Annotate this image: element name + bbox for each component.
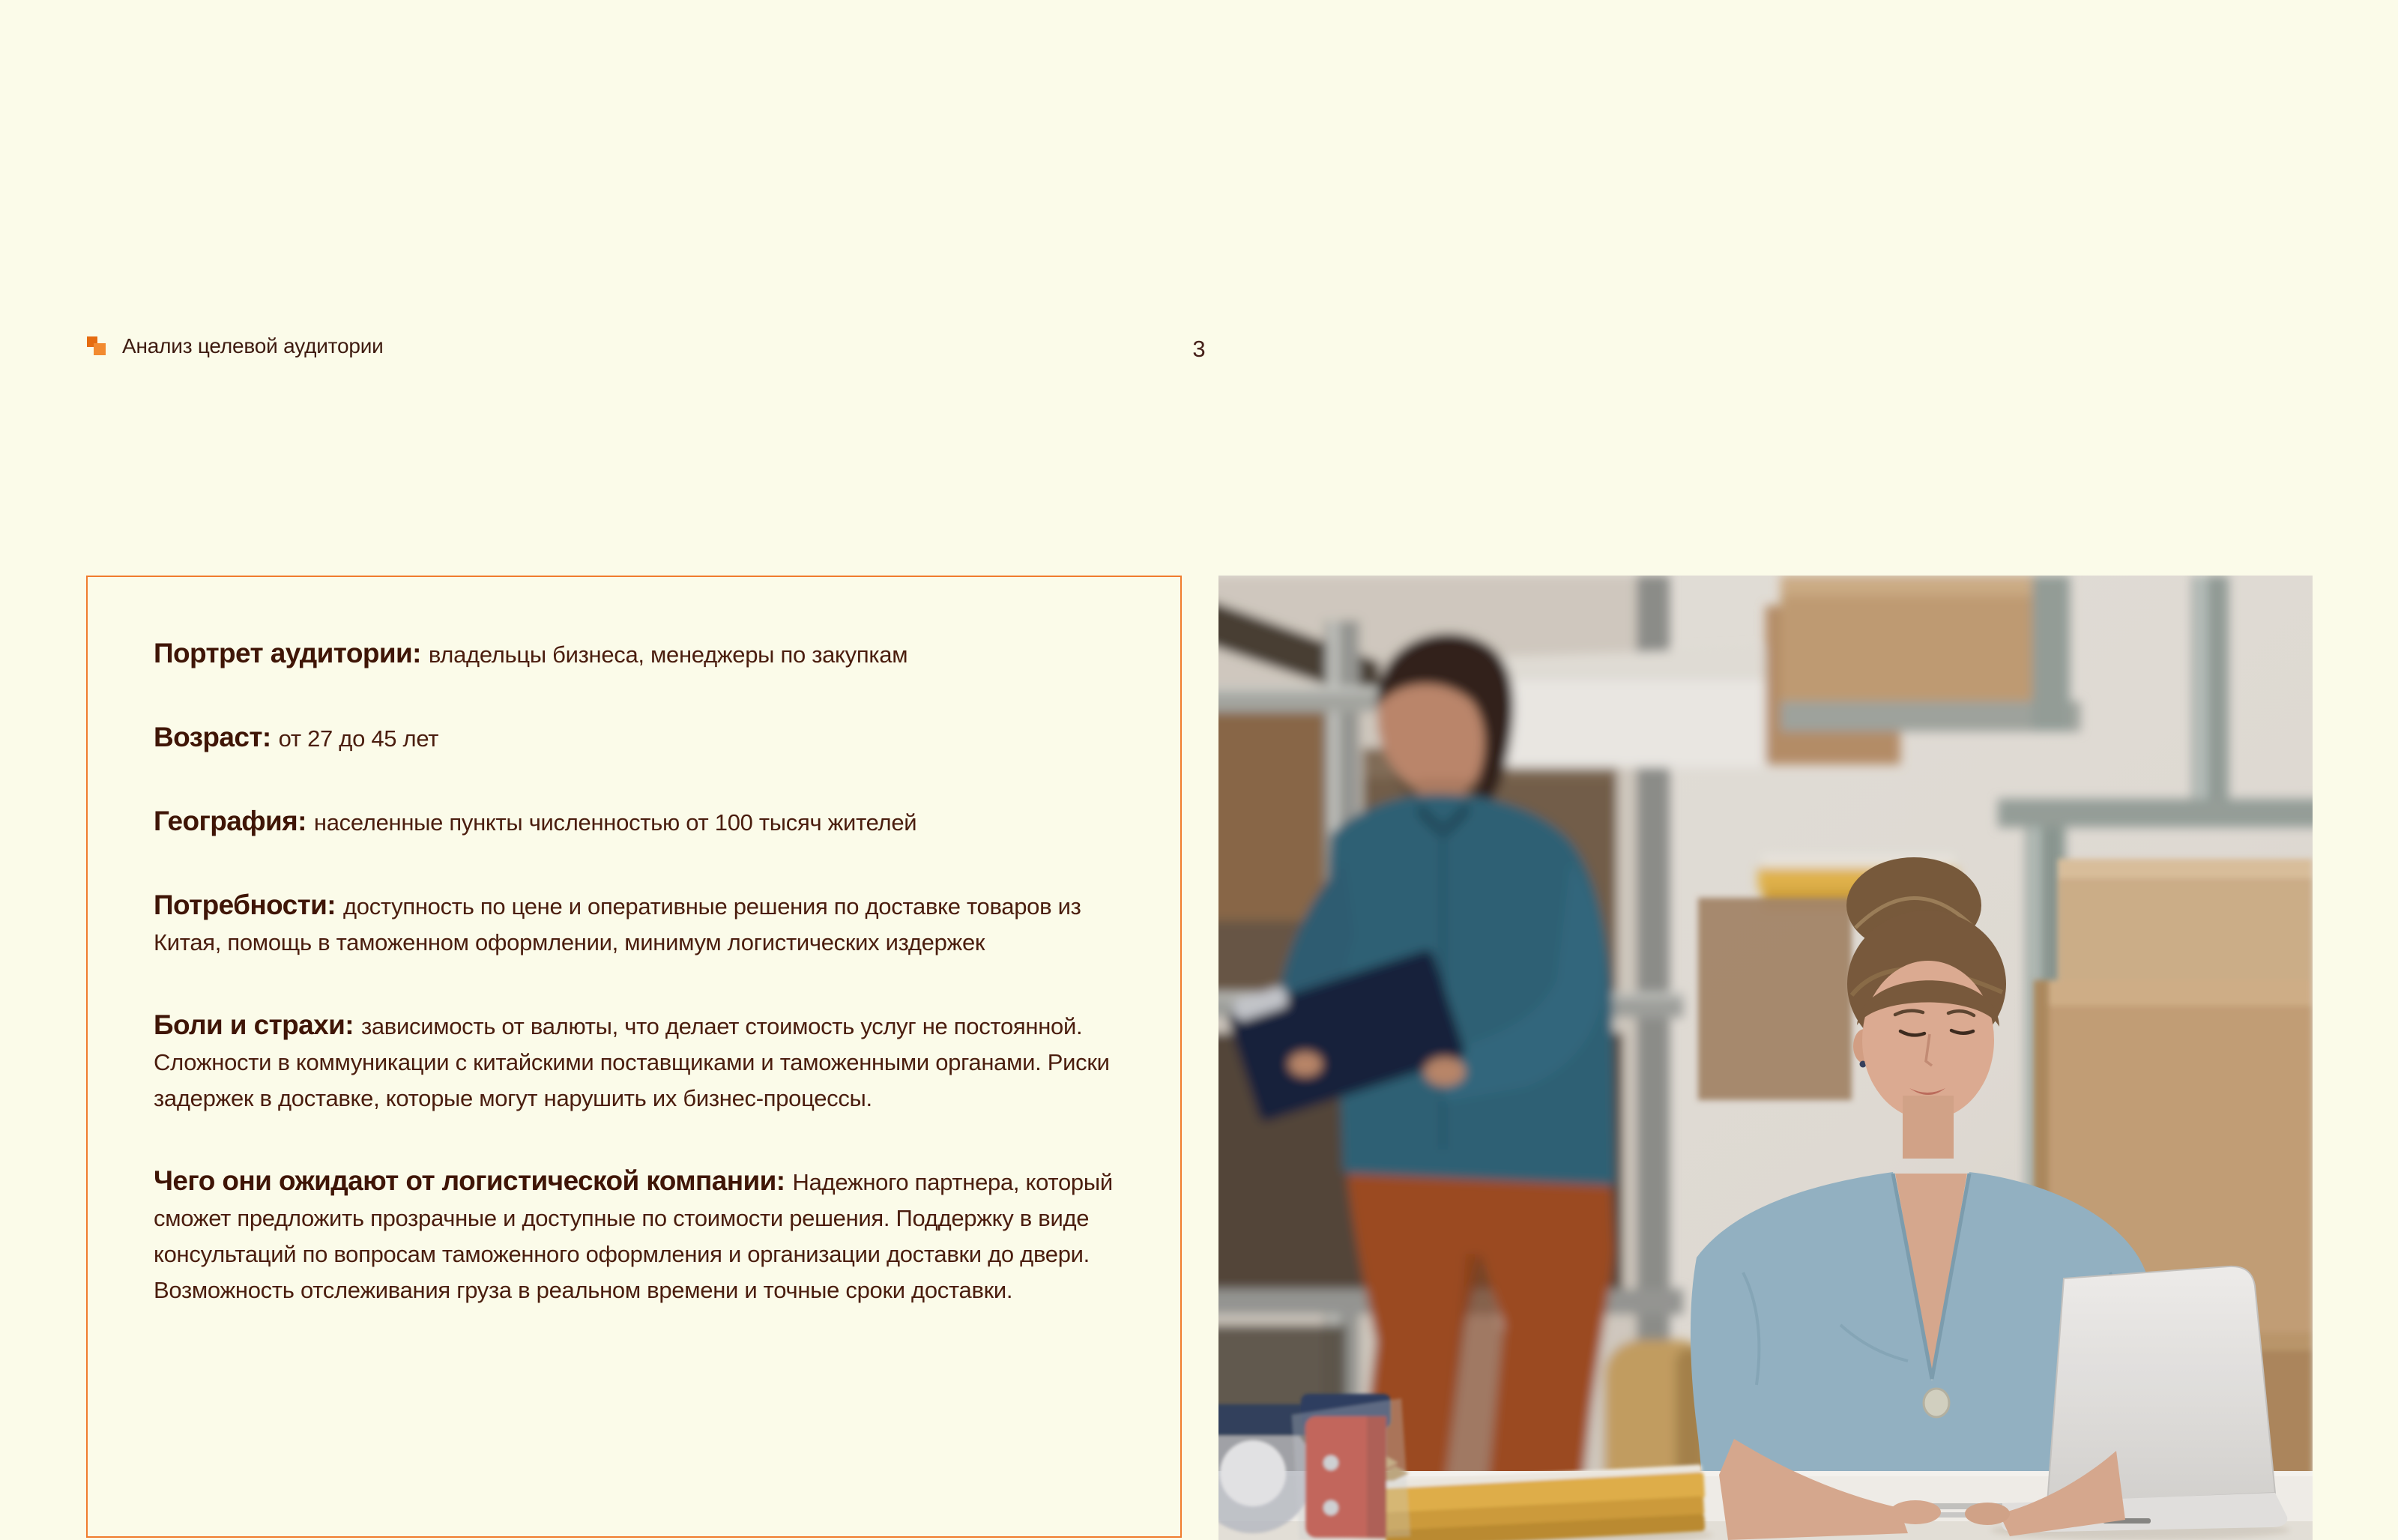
vignette [1218,576,2313,1540]
section-label: География: [154,806,306,836]
warehouse-photo [1218,576,2313,1540]
logo-icon [85,334,109,358]
audience-section-pains [154,1007,1114,1117]
section-text: доступность по цене и оперативные решения по доставке товаров из Китая, помощь в таможенном оформлении, минимум логистических издержек [154,893,1081,955]
audience-section-needs [154,887,1114,961]
section-text: владельцы бизнеса, менеджеры по закупкам [428,641,908,668]
slide-header [85,334,2313,367]
audience-section-age [154,719,1114,757]
section-label: Возраст: [154,722,271,752]
audience-card [86,576,1182,1538]
section-text: населенные пункты численностью от 100 тысяч жителей [313,809,917,836]
audience-section-portrait [154,635,1114,673]
audience-section-expectations [154,1163,1114,1308]
warehouse-photo-svg [1218,576,2313,1540]
page-number: 3 [1192,336,1206,362]
section-label: Боли и страхи: [154,1009,354,1040]
section-text: зависимость от валюты, что делает стоимость услуг не постоянной. Сложности в коммуникации с китайскими поставщиками и таможенными органами. Риски задержек в доставке, которые могут нарушить их бизнес-процессы. [154,1013,1110,1111]
audience-section-geography [154,803,1114,841]
section-label: Портрет аудитории: [154,638,421,668]
logo-square-light [94,343,106,355]
slide-section-title: Анализ целевой аудитории [122,334,384,357]
section-text: от 27 до 45 лет [278,725,439,752]
section-label: Потребности: [154,890,336,920]
section-text: Надежного партнера, который сможет предложить прозрачные и доступные по стоимости решения. Поддержку в виде консультаций по вопросам таможенного оформления и организации доставки до двери. Возможность отслеживания груза в реальном времени и точные сроки доставки. [154,1169,1113,1303]
section-label: Чего они ожидают от логистической компании: [154,1165,785,1196]
header-left [85,334,384,358]
